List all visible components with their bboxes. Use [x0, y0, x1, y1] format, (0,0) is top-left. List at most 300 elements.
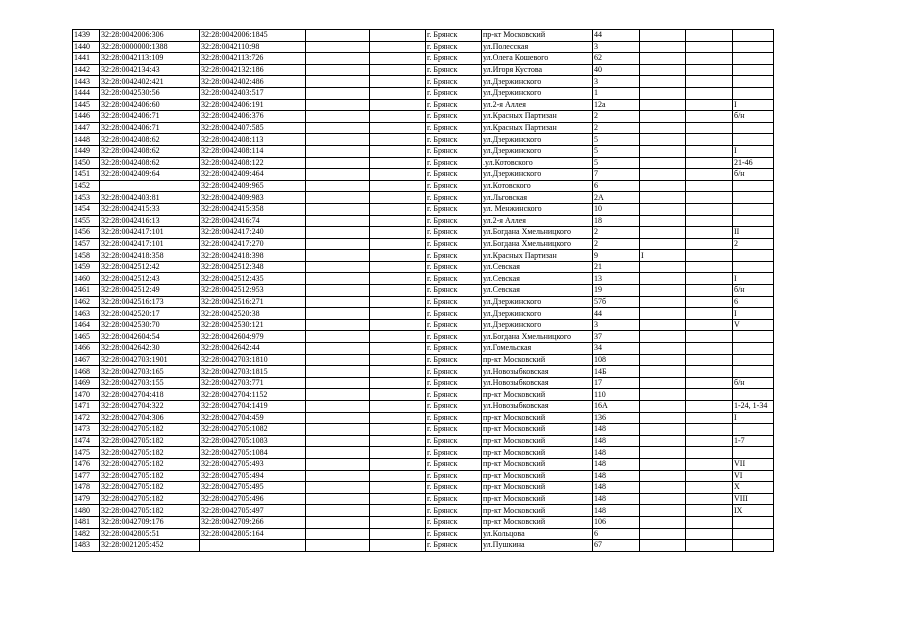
cell-street: ул.Котовского	[482, 180, 593, 192]
cell-col-empty-3	[686, 377, 733, 389]
cell-col-extra	[640, 343, 686, 355]
cell-house-number: 18	[593, 215, 640, 227]
table-row	[73, 64, 774, 76]
cell-street: ул.Льговская	[482, 192, 593, 204]
cell-street: .ул.Котовского	[482, 157, 593, 169]
cell-col-extra	[640, 435, 686, 447]
cell-col-empty-3	[686, 227, 733, 239]
cell-house-number: 136	[593, 412, 640, 424]
cell-col-extra	[640, 424, 686, 436]
cell-col-empty-1	[306, 87, 370, 99]
cell-premises-number: I	[733, 412, 774, 424]
cell-col-empty-2	[370, 343, 426, 355]
cell-land-cadastral-number: 32:28:0042709:176	[100, 516, 200, 528]
cell-col-extra	[640, 87, 686, 99]
cell-city: г. Брянск	[426, 250, 482, 262]
cell-row-number: 1461	[73, 285, 100, 297]
table-row	[73, 285, 774, 297]
cell-object-cadastral-number: 32:28:0042805:164	[200, 528, 306, 540]
cell-row-number: 1453	[73, 192, 100, 204]
cell-object-cadastral-number: 32:28:0042113:726	[200, 53, 306, 65]
cell-col-empty-2	[370, 134, 426, 146]
cell-col-empty-1	[306, 134, 370, 146]
cell-object-cadastral-number: 32:28:0042642:44	[200, 343, 306, 355]
cell-object-cadastral-number: 32:28:0042409:965	[200, 180, 306, 192]
cell-land-cadastral-number: 32:28:0042417:101	[100, 227, 200, 239]
cell-col-empty-3	[686, 87, 733, 99]
cell-col-extra	[640, 157, 686, 169]
cell-house-number: 148	[593, 470, 640, 482]
cell-object-cadastral-number: 32:28:0042703:1810	[200, 354, 306, 366]
cell-col-extra	[640, 111, 686, 123]
cell-city: г. Брянск	[426, 516, 482, 528]
cell-house-number: 14Б	[593, 366, 640, 378]
cell-col-empty-3	[686, 53, 733, 65]
cell-street: ул.Севская	[482, 273, 593, 285]
cell-street: ул.Дзержинского	[482, 169, 593, 181]
cell-city: г. Брянск	[426, 215, 482, 227]
cell-land-cadastral-number: 32:28:0042418:358	[100, 250, 200, 262]
cell-house-number: 148	[593, 458, 640, 470]
cell-object-cadastral-number: 32:28:0042705:493	[200, 458, 306, 470]
cell-col-empty-1	[306, 238, 370, 250]
cell-row-number: 1444	[73, 87, 100, 99]
cell-row-number: 1460	[73, 273, 100, 285]
cell-col-empty-2	[370, 308, 426, 320]
cell-col-empty-3	[686, 203, 733, 215]
cell-premises-number: VI	[733, 470, 774, 482]
cell-col-empty-2	[370, 180, 426, 192]
cell-city: г. Брянск	[426, 227, 482, 239]
cell-land-cadastral-number: 32:28:0042703:165	[100, 366, 200, 378]
cell-col-empty-1	[306, 389, 370, 401]
cell-city: г. Брянск	[426, 424, 482, 436]
cell-col-extra: I	[640, 250, 686, 262]
cell-row-number: 1454	[73, 203, 100, 215]
table-row	[73, 30, 774, 42]
cell-col-empty-2	[370, 296, 426, 308]
cell-house-number: 10	[593, 203, 640, 215]
cell-land-cadastral-number: 32:28:0042406:60	[100, 99, 200, 111]
cell-house-number: 13	[593, 273, 640, 285]
cell-col-empty-3	[686, 296, 733, 308]
cell-col-empty-1	[306, 308, 370, 320]
cell-city: г. Брянск	[426, 87, 482, 99]
cell-object-cadastral-number: 32:28:0042705:497	[200, 505, 306, 517]
cell-col-empty-3	[686, 389, 733, 401]
cell-street: пр-кт Московский	[482, 447, 593, 459]
cell-col-empty-2	[370, 238, 426, 250]
cell-col-empty-3	[686, 458, 733, 470]
cell-row-number: 1474	[73, 435, 100, 447]
cell-object-cadastral-number: 32:28:0042406:376	[200, 111, 306, 123]
cell-object-cadastral-number: 32:28:0042704:1152	[200, 389, 306, 401]
cell-object-cadastral-number: 32:28:0042705:495	[200, 482, 306, 494]
cell-land-cadastral-number: 32:28:0042705:182	[100, 482, 200, 494]
cell-object-cadastral-number: 32:28:0042415:358	[200, 203, 306, 215]
cell-land-cadastral-number: 32:28:0042512:42	[100, 261, 200, 273]
cell-premises-number	[733, 250, 774, 262]
cell-land-cadastral-number: 32:28:0042415:33	[100, 203, 200, 215]
cell-land-cadastral-number: 32:28:0042703:1901	[100, 354, 200, 366]
table-row	[73, 493, 774, 505]
table-row	[73, 516, 774, 528]
cell-land-cadastral-number: 32:28:0042406:71	[100, 111, 200, 123]
cell-col-extra	[640, 447, 686, 459]
cell-house-number: 67	[593, 540, 640, 552]
table-row	[73, 180, 774, 192]
cell-col-extra	[640, 493, 686, 505]
cell-object-cadastral-number	[200, 540, 306, 552]
cell-house-number: 2	[593, 111, 640, 123]
cell-row-number: 1458	[73, 250, 100, 262]
cell-col-empty-1	[306, 192, 370, 204]
cell-premises-number	[733, 215, 774, 227]
cell-col-empty-1	[306, 435, 370, 447]
table-row	[73, 528, 774, 540]
cell-object-cadastral-number: 32:28:0042703:771	[200, 377, 306, 389]
cell-premises-number: I	[733, 273, 774, 285]
cell-house-number: 148	[593, 493, 640, 505]
cell-street: ул.Новозыбковская	[482, 366, 593, 378]
cell-col-extra	[640, 389, 686, 401]
table-row	[73, 343, 774, 355]
cell-city: г. Брянск	[426, 261, 482, 273]
table-row	[73, 261, 774, 273]
cell-col-extra	[640, 30, 686, 42]
cell-house-number: 3	[593, 76, 640, 88]
cell-col-empty-2	[370, 250, 426, 262]
cell-house-number: 108	[593, 354, 640, 366]
cell-row-number: 1481	[73, 516, 100, 528]
cell-house-number: 44	[593, 308, 640, 320]
cell-land-cadastral-number: 32:28:0042705:182	[100, 493, 200, 505]
cell-house-number: 3	[593, 319, 640, 331]
cell-land-cadastral-number: 32:28:0042134:43	[100, 64, 200, 76]
cell-col-extra	[640, 192, 686, 204]
cell-premises-number	[733, 203, 774, 215]
cell-object-cadastral-number: 32:28:0042406:191	[200, 99, 306, 111]
cell-col-empty-3	[686, 447, 733, 459]
cell-city: г. Брянск	[426, 435, 482, 447]
cell-object-cadastral-number: 32:28:0042704:459	[200, 412, 306, 424]
cell-house-number: 16А	[593, 401, 640, 413]
cell-col-empty-1	[306, 424, 370, 436]
cell-object-cadastral-number: 32:28:0042512:953	[200, 285, 306, 297]
cell-col-empty-2	[370, 516, 426, 528]
cell-col-empty-3	[686, 493, 733, 505]
cell-col-empty-2	[370, 64, 426, 76]
cell-land-cadastral-number: 32:28:0042408:62	[100, 157, 200, 169]
cell-premises-number	[733, 331, 774, 343]
cell-land-cadastral-number: 32:28:0042530:70	[100, 319, 200, 331]
cell-house-number: 19	[593, 285, 640, 297]
cell-street: ул.Дзержинского	[482, 76, 593, 88]
cell-house-number: 110	[593, 389, 640, 401]
cell-row-number: 1455	[73, 215, 100, 227]
table-row	[73, 192, 774, 204]
cell-col-empty-3	[686, 134, 733, 146]
cell-city: г. Брянск	[426, 285, 482, 297]
table-row	[73, 377, 774, 389]
cell-house-number: 1	[593, 87, 640, 99]
cell-row-number: 1480	[73, 505, 100, 517]
cell-col-empty-3	[686, 308, 733, 320]
cell-col-empty-3	[686, 30, 733, 42]
cell-city: г. Брянск	[426, 157, 482, 169]
cell-col-empty-2	[370, 261, 426, 273]
table-row	[73, 505, 774, 517]
cell-object-cadastral-number: 32:28:0042408:114	[200, 145, 306, 157]
table-row	[73, 540, 774, 552]
cell-city: г. Брянск	[426, 53, 482, 65]
cell-col-empty-1	[306, 53, 370, 65]
cell-premises-number	[733, 540, 774, 552]
table-row	[73, 412, 774, 424]
cell-object-cadastral-number: 32:28:0042520:38	[200, 308, 306, 320]
cell-col-empty-1	[306, 366, 370, 378]
cell-street: ул.Дзержинского	[482, 134, 593, 146]
cell-city: г. Брянск	[426, 389, 482, 401]
cell-col-empty-3	[686, 285, 733, 297]
cell-row-number: 1467	[73, 354, 100, 366]
cell-premises-number	[733, 76, 774, 88]
cell-city: г. Брянск	[426, 319, 482, 331]
table-row	[73, 238, 774, 250]
cell-city: г. Брянск	[426, 64, 482, 76]
cell-city: г. Брянск	[426, 505, 482, 517]
cell-col-empty-3	[686, 76, 733, 88]
cell-city: г. Брянск	[426, 377, 482, 389]
cell-row-number: 1472	[73, 412, 100, 424]
cell-city: г. Брянск	[426, 41, 482, 53]
cell-premises-number: I	[733, 308, 774, 320]
table-row	[73, 296, 774, 308]
cell-city: г. Брянск	[426, 354, 482, 366]
cell-street: пр-кт Московский	[482, 470, 593, 482]
cell-premises-number: II	[733, 227, 774, 239]
table-row	[73, 145, 774, 157]
cell-col-empty-2	[370, 389, 426, 401]
cell-row-number: 1448	[73, 134, 100, 146]
cell-city: г. Брянск	[426, 296, 482, 308]
cell-premises-number	[733, 354, 774, 366]
cell-object-cadastral-number: 32:28:0042705:1084	[200, 447, 306, 459]
table-row	[73, 157, 774, 169]
cell-col-empty-1	[306, 285, 370, 297]
cell-city: г. Брянск	[426, 192, 482, 204]
cell-land-cadastral-number: 32:28:0042705:182	[100, 435, 200, 447]
cell-street: ул.Красных Партизан	[482, 111, 593, 123]
cell-row-number: 1470	[73, 389, 100, 401]
cell-col-empty-2	[370, 366, 426, 378]
cell-object-cadastral-number: 32:28:0042512:348	[200, 261, 306, 273]
cell-row-number: 1446	[73, 111, 100, 123]
cell-col-empty-1	[306, 273, 370, 285]
cell-col-empty-2	[370, 192, 426, 204]
cell-premises-number	[733, 424, 774, 436]
table-row	[73, 424, 774, 436]
cell-col-extra	[640, 482, 686, 494]
table-row	[73, 447, 774, 459]
cell-house-number: 148	[593, 424, 640, 436]
cell-premises-number	[733, 343, 774, 355]
cell-col-extra	[640, 308, 686, 320]
cell-col-empty-1	[306, 296, 370, 308]
cell-house-number: 17	[593, 377, 640, 389]
cell-col-empty-3	[686, 145, 733, 157]
cell-street: ул.Дзержинского	[482, 308, 593, 320]
cell-land-cadastral-number: 32:28:0042516:173	[100, 296, 200, 308]
cell-premises-number: б/н	[733, 285, 774, 297]
cell-street: ул.Гомельская	[482, 343, 593, 355]
cell-object-cadastral-number: 32:28:0042407:585	[200, 122, 306, 134]
cell-col-empty-1	[306, 122, 370, 134]
cell-col-empty-1	[306, 493, 370, 505]
cell-land-cadastral-number: 32:28:0042705:182	[100, 447, 200, 459]
cell-col-extra	[640, 412, 686, 424]
cell-col-extra	[640, 41, 686, 53]
cell-col-extra	[640, 331, 686, 343]
cell-col-empty-1	[306, 319, 370, 331]
table-row	[73, 401, 774, 413]
cell-land-cadastral-number: 32:28:0042705:182	[100, 505, 200, 517]
cell-object-cadastral-number: 32:28:0042604:979	[200, 331, 306, 343]
cell-col-extra	[640, 99, 686, 111]
cell-col-empty-3	[686, 122, 733, 134]
cell-premises-number	[733, 134, 774, 146]
table-row	[73, 482, 774, 494]
cell-object-cadastral-number: 32:28:0042709:266	[200, 516, 306, 528]
cell-col-empty-3	[686, 354, 733, 366]
cell-row-number: 1483	[73, 540, 100, 552]
cell-premises-number	[733, 528, 774, 540]
cell-row-number: 1456	[73, 227, 100, 239]
cell-col-empty-1	[306, 331, 370, 343]
cell-col-empty-3	[686, 169, 733, 181]
cell-col-extra	[640, 540, 686, 552]
cell-row-number: 1482	[73, 528, 100, 540]
cell-street: ул.Красных Партизан	[482, 122, 593, 134]
cell-house-number: 5	[593, 145, 640, 157]
cell-col-empty-2	[370, 540, 426, 552]
cell-col-empty-2	[370, 319, 426, 331]
cell-premises-number: I	[733, 99, 774, 111]
cell-premises-number: VII	[733, 458, 774, 470]
cell-street: ул.Кольцова	[482, 528, 593, 540]
cell-street: ул.2-я Аллея	[482, 215, 593, 227]
cell-row-number: 1440	[73, 41, 100, 53]
cell-city: г. Брянск	[426, 30, 482, 42]
cell-house-number: 5	[593, 134, 640, 146]
cell-col-empty-1	[306, 41, 370, 53]
cell-premises-number	[733, 447, 774, 459]
cell-object-cadastral-number: 32:28:0042006:1845	[200, 30, 306, 42]
cell-row-number: 1468	[73, 366, 100, 378]
cell-premises-number: VIII	[733, 493, 774, 505]
cell-col-extra	[640, 180, 686, 192]
cell-street: ул.Дзержинского	[482, 296, 593, 308]
cell-house-number: 148	[593, 447, 640, 459]
cell-object-cadastral-number: 32:28:0042110:98	[200, 41, 306, 53]
table-row	[73, 227, 774, 239]
cell-city: г. Брянск	[426, 99, 482, 111]
cell-city: г. Брянск	[426, 331, 482, 343]
cell-land-cadastral-number: 32:28:0042417:101	[100, 238, 200, 250]
cell-col-empty-2	[370, 401, 426, 413]
cell-col-empty-2	[370, 157, 426, 169]
cell-premises-number	[733, 389, 774, 401]
cell-col-extra	[640, 261, 686, 273]
cell-col-empty-3	[686, 192, 733, 204]
cell-house-number: 37	[593, 331, 640, 343]
cell-object-cadastral-number: 32:28:0042417:240	[200, 227, 306, 239]
cell-col-empty-1	[306, 76, 370, 88]
cell-land-cadastral-number: 32:28:0042704:418	[100, 389, 200, 401]
cell-col-empty-2	[370, 458, 426, 470]
cell-col-empty-1	[306, 354, 370, 366]
cell-col-empty-2	[370, 493, 426, 505]
cell-object-cadastral-number: 32:28:0042705:496	[200, 493, 306, 505]
cell-city: г. Брянск	[426, 447, 482, 459]
cell-col-empty-3	[686, 180, 733, 192]
cell-city: г. Брянск	[426, 458, 482, 470]
cell-street: пр-кт Московский	[482, 493, 593, 505]
cell-row-number: 1466	[73, 343, 100, 355]
cell-col-empty-1	[306, 343, 370, 355]
cell-object-cadastral-number: 32:28:0042408:122	[200, 157, 306, 169]
cell-land-cadastral-number: 32:28:0042705:182	[100, 458, 200, 470]
cell-street: ул. Менжинского	[482, 203, 593, 215]
cell-col-empty-3	[686, 540, 733, 552]
cell-object-cadastral-number: 32:28:0042402:486	[200, 76, 306, 88]
cell-col-empty-1	[306, 447, 370, 459]
cell-col-extra	[640, 319, 686, 331]
cell-premises-number	[733, 87, 774, 99]
cell-street: пр-кт Московский	[482, 412, 593, 424]
cell-land-cadastral-number: 32:28:0042113:109	[100, 53, 200, 65]
table-row	[73, 366, 774, 378]
cell-row-number: 1449	[73, 145, 100, 157]
registry-table	[72, 29, 774, 552]
cell-house-number: 7	[593, 169, 640, 181]
cell-col-extra	[640, 505, 686, 517]
cell-object-cadastral-number: 32:28:0042409:983	[200, 192, 306, 204]
cell-premises-number: IX	[733, 505, 774, 517]
cell-col-empty-1	[306, 377, 370, 389]
cell-street: ул.Красных Партизан	[482, 250, 593, 262]
cell-col-empty-2	[370, 30, 426, 42]
table-row	[73, 319, 774, 331]
cell-col-empty-3	[686, 401, 733, 413]
cell-street: ул.2-я Аллея	[482, 99, 593, 111]
cell-row-number: 1478	[73, 482, 100, 494]
cell-house-number: 9	[593, 250, 640, 262]
cell-row-number: 1471	[73, 401, 100, 413]
cell-col-empty-2	[370, 424, 426, 436]
cell-object-cadastral-number: 32:28:0042705:494	[200, 470, 306, 482]
cell-col-extra	[640, 227, 686, 239]
cell-land-cadastral-number: 32:28:0042408:62	[100, 145, 200, 157]
cell-object-cadastral-number: 32:28:0042416:74	[200, 215, 306, 227]
cell-col-empty-3	[686, 157, 733, 169]
cell-col-extra	[640, 401, 686, 413]
table-row	[73, 435, 774, 447]
cell-col-extra	[640, 377, 686, 389]
cell-premises-number	[733, 366, 774, 378]
cell-house-number: 3	[593, 41, 640, 53]
cell-city: г. Брянск	[426, 366, 482, 378]
